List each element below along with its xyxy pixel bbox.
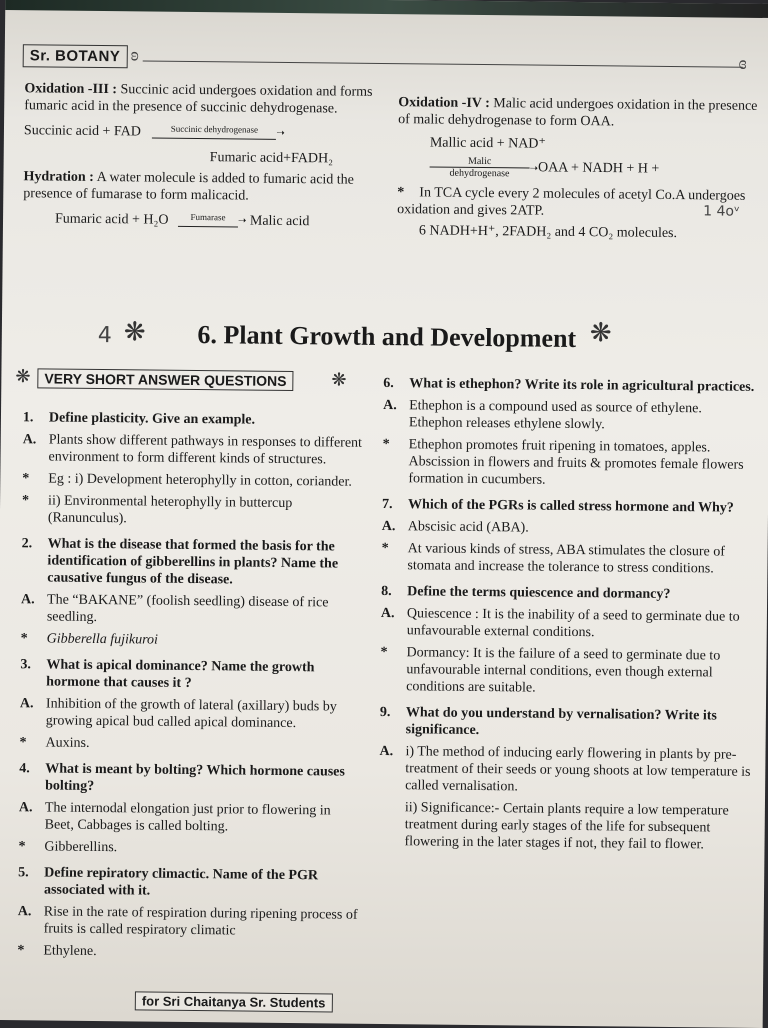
answer-text: At various kinds of stress, ABA stimulates the closure of stomata and increase the tolerance to stress conditions. [407,541,725,577]
question-text: What is apical dominance? Name the growth hormone that causes it ? [46,657,315,691]
answer-marker: * [17,943,25,959]
flourish-icon: ❋ [331,369,347,390]
tca-bullet: In TCA cycle every 2 molecules of acetyl Co.A undergoes oxidation and gives 2ATP. [397,185,746,219]
chapter-title: 6. Plant Growth and Development [197,320,577,354]
left-qa-column [17,400,363,963]
answer [21,591,361,629]
question [383,375,755,396]
question [382,496,754,517]
question-text: What is the disease that formed the basis for the identification of gibberellins in plants? Name the causative fungus of the disease. [47,536,339,588]
ornament-icon: ɞ [738,52,747,73]
equation-left: Succinic acid + FAD [23,123,141,140]
question-number: 1. [22,410,34,426]
answer-marker: * [382,436,390,453]
hydration-title: Hydration : [23,169,94,185]
answer [17,942,357,963]
answer [18,838,358,859]
page-header [23,40,758,78]
oxidation3-product: Fumaric acid+FADH₂ [209,150,334,167]
answer-marker: * [22,471,30,487]
answer-text: The “BAKANE” (foolish seedling) disease of rice seedling. [46,592,329,626]
answer-text: Inhibition of the growth of lateral (axillary) buds by growing apical bud called apical dominance. [45,696,337,732]
section-label: VERY SHORT ANSWER QUESTIONS [37,368,293,391]
answer-text: Quiescence : It is the inability of a seed to germinate due to unfavourable external conditions. [406,606,740,641]
equation-right: Malic acid [249,213,310,230]
answer-text: ii) Environmental heterophylly in buttercup (Ranunculus). [47,493,293,527]
answer-marker [378,799,405,850]
question [381,583,753,604]
answer-marker: * [20,631,28,647]
equation-left: Fumaric acid + H₂O [54,211,169,228]
answer-marker: A. [18,800,33,816]
answer [382,436,755,491]
question-number: 4. [19,761,30,777]
flourish-icon: ❋ [589,318,612,348]
oxidation3-text: Succinic acid undergoes oxidation and forms fumaric acid in the presence of succinic dehydrogenase. [24,82,373,117]
question-number: 7. [382,496,393,513]
answer [380,644,753,699]
hydration-equation: Fumaric acid + H₂O Fumarase ➝ Malic acid [23,210,375,233]
answer [22,492,362,530]
answer-text: Gibberellins. [44,839,118,856]
answer [378,799,751,854]
answer-marker: A. [379,743,394,760]
ornament-icon: ʚ [130,44,139,65]
answer [21,630,361,651]
question-text: What is meant by bolting? Which hormone causes bolting? [45,761,345,794]
question-text: Define repiratory climactic. Name of the PGR associated with it. [43,865,319,899]
question-number: 6. [383,375,394,392]
right-qa-column [378,366,755,854]
answer-marker: A. [383,397,397,414]
answer [19,734,359,755]
oxidation4-equation: Malic dehydrogenase ➝OAA + NADH + H + [397,155,757,182]
answer-marker: A. [17,904,32,920]
answer-text: Eg : i) Development heterophylly in cotton, coriander. [48,471,353,490]
answer-text: Dormancy: It is the failure of a seed to germinate due to unfavourable internal conditions, even though external conditions are suitable. [406,645,721,696]
answer-text: Abscisic acid (ABA). [407,519,529,536]
answer [22,431,362,469]
answer-marker: * [19,735,27,751]
answer [381,540,753,578]
question-number: 8. [381,583,392,600]
answer [20,695,360,733]
left-top-column [23,80,377,233]
hydration-text: A water molecule is added to fumaric acid the presence of fumarase to form malicacid. [23,169,355,204]
question-text: Define the terms quiescence and dormancy? [407,584,671,603]
enzyme-arrow: Malic dehydrogenase [429,155,529,179]
question-number: 2. [21,536,33,552]
answer [22,470,362,491]
oxidation3-equation: Succinic acid + FAD Succinic dehydrogenase ➝ [24,122,376,145]
answer [382,518,754,539]
answer-marker: A. [22,432,37,448]
question [19,760,359,798]
answer-text: The internodal elongation just prior to flowering in Beet, Cabbages is called bolting. [44,800,331,835]
question-text: What do you understand by vernalisation? Write its significance. [405,705,717,739]
right-top-column: Oxidation -IV : Malic acid undergoes oxidation in the presence of malic dehydrogenase to form OAA. Mallic acid + NAD⁺ Malic dehydrogenase ➝OAA + NADH + H + * In TCA cycle every 2 molecules of acetyl Co.A undergoes oxidation and gives 2ATP. 6 NADH+H⁺, 2FADH₂ and 4 CO₂ molecules. [397,95,758,242]
question [23,409,363,430]
enzyme-arrow: Fumarase [178,209,238,228]
oxidation3-title: Oxidation -III : [24,81,118,98]
answer-text: Ethephon promotes fruit ripening in tomatoes, apples. Abscission in flowers and fruits & promotes female flowers formation in cucumbers. [408,437,744,488]
question-text: Define plasticity. Give an example. [48,410,256,428]
tca-products: 6 NADH+H⁺, 2FADH₂ and 4 CO₂ molecules. [418,223,678,242]
answer-text: Ethephon is a compound used as source of ethylene. Ethephon releases ethylene slowly. [408,398,702,433]
book-binding-edge [5,0,768,18]
answer-marker: * [22,493,30,509]
enzyme-arrow: Succinic dehydrogenase [152,121,276,140]
answer-text: Auxins. [45,735,90,751]
subject-tag: Sr. BOTANY [23,44,128,68]
answer-text: Plants show different pathways in responses to different environment to form different kinds of structures. [48,432,363,468]
question-number: 5. [18,865,29,881]
question-number: 3. [20,657,31,673]
answer [19,799,359,837]
answer-marker: * [381,540,389,557]
question [18,864,358,902]
answer-marker: A. [19,696,34,712]
answer-text: Rise in the rate of respiration during ripening process of fruits is called respiratory climatic [43,904,358,939]
answer-marker: A. [20,592,35,608]
answer [18,903,358,941]
question-number: 9. [379,704,391,721]
answer-text: i) The method of inducing early flowering in plants by pre-treatment of their seeds or young shoots at low temperature is called vernalisation. [405,744,751,795]
question [380,704,752,742]
answer-marker: * [18,839,26,855]
answer-marker: A. [381,518,396,535]
question-text: Which of the PGRs is called stress hormone and Why? [407,497,734,516]
equation-right: OAA + NADH + H + [537,160,660,177]
answer [379,743,752,798]
answer [381,605,753,643]
answer-marker: A. [380,605,395,622]
oxidation4-title: Oxidation -IV : [398,95,490,112]
handwritten-number: 4 [97,322,112,349]
answer-text: Ethylene. [43,943,97,960]
question-text: What is ethephon? Write its role in agricultural practices. [409,376,755,395]
answer-marker: * [380,644,388,661]
question [21,535,362,590]
oxidation4-equation-left: Mallic acid + NAD⁺ [429,135,546,152]
handwritten-note: 1 4oᵛ [703,203,740,220]
answer-text: ii) Significance:- Certain plants require a low temperature treatment during early stages of the life for subsequent flowering in the later stages if not, they fail to flower. [404,800,729,853]
footer-label: for Sri Chaitanya Sr. Students [135,991,333,1012]
flourish-icon: ❋ [123,317,146,347]
answer-text: Gibberella fujikuroi [46,631,159,648]
header-rule [143,60,743,67]
flourish-icon: ❋ [15,366,31,387]
question [20,656,360,694]
oxidation4-text: Malic acid undergoes oxidation in the presence of malic dehydrogenase to form OAA. [398,96,758,130]
answer [383,397,755,435]
